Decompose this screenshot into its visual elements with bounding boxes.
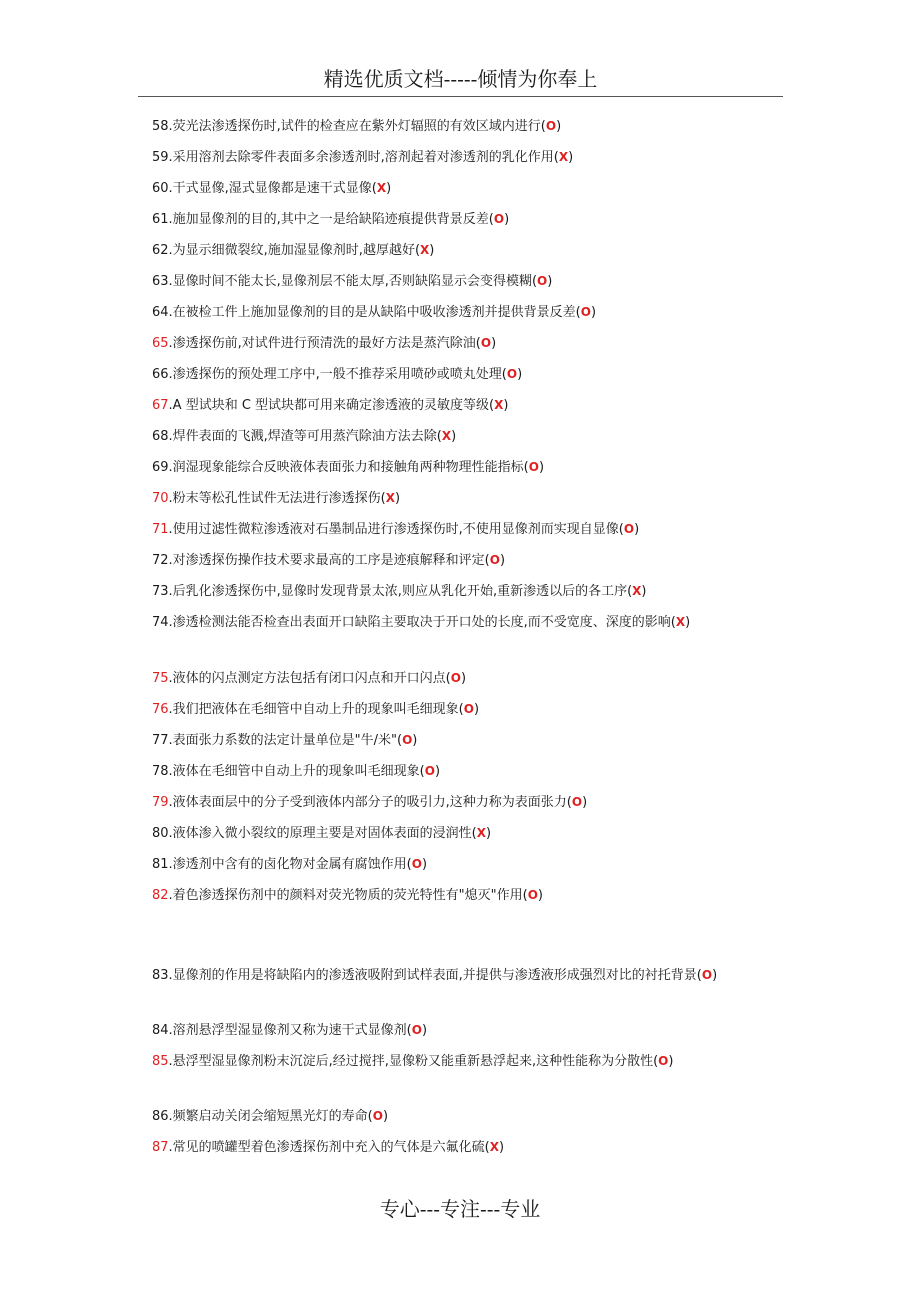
item-number: 84 <box>152 1023 169 1038</box>
answer-mark: O <box>411 1023 422 1037</box>
item-number: 86 <box>152 1109 169 1124</box>
list-item <box>152 175 762 202</box>
item-number: 60 <box>152 181 169 196</box>
item-number: 66 <box>152 367 169 382</box>
list-item <box>152 330 762 357</box>
item-number: 73 <box>152 584 169 599</box>
item-number: 81 <box>152 857 169 872</box>
answer-mark: O <box>545 119 557 133</box>
item-close: ) <box>460 671 467 686</box>
answer-mark: O <box>528 460 539 474</box>
item-number: 76 <box>152 702 169 717</box>
answer-mark: O <box>506 367 518 381</box>
item-text: .在被检工件上施加显像剂的目的是从缺陷中吸收渗透剂并提供背景反差( <box>168 305 581 320</box>
item-number: 83 <box>152 968 169 983</box>
item-number: 78 <box>152 764 169 779</box>
item-text: .为显示细微裂纹,施加湿显像剂时,越厚越好( <box>168 243 421 258</box>
item-close: ) <box>590 305 597 320</box>
list-item <box>152 758 762 785</box>
item-close: ) <box>382 1109 389 1124</box>
item-number: 80 <box>152 826 169 841</box>
item-close: ) <box>556 119 562 134</box>
item-close: ) <box>641 584 647 599</box>
item-text: .后乳化渗透探伤中,显像时发现背景太浓,则应从乳化开始,重新渗透以后的各工序( <box>168 584 633 599</box>
item-text: .使用过滤性微粒渗透液对石墨制品进行渗透探伤时,不使用显像剂而实现自显像( <box>168 522 624 537</box>
item-close: ) <box>491 336 497 351</box>
item-number: 62 <box>152 243 169 258</box>
item-number: 69 <box>152 460 169 475</box>
item-text: .常见的喷罐型着色渗透探伤剂中充入的气体是六氟化硫( <box>168 1140 490 1155</box>
item-close: ) <box>421 1023 428 1038</box>
list-item <box>152 882 572 909</box>
item-text: .悬浮型湿显像剂粉末沉淀后,经过搅拌,显像粉又能重新悬浮起来,这种性能称为分散性( <box>168 1054 659 1069</box>
list-item <box>152 361 762 388</box>
item-text: .A 型试块和 C 型试块都可用来确定渗透液的灵敏度等级( <box>168 398 495 413</box>
answer-mark: X <box>489 1140 500 1154</box>
item-number: 59 <box>152 150 169 165</box>
answer-mark: X <box>441 429 452 443</box>
list-item <box>152 727 762 754</box>
answer-mark: X <box>385 491 396 505</box>
item-text: .液体在毛细管中自动上升的现象叫毛细现象( <box>168 764 425 779</box>
list-item <box>152 516 762 543</box>
answer-mark: X <box>494 398 504 412</box>
answer-mark: O <box>701 968 713 982</box>
item-close: ) <box>499 1140 505 1155</box>
item-close: ) <box>547 274 553 289</box>
item-text: .渗透剂中含有的卤化物对金属有腐蚀作用( <box>168 857 412 872</box>
list-item <box>152 1134 762 1161</box>
list-item <box>152 454 762 481</box>
item-close: ) <box>503 398 509 413</box>
item-text: .液体的闪点测定方法包括有闭口闪点和开口闪点( <box>168 671 451 686</box>
answer-mark: X <box>376 181 387 195</box>
item-text: .粉末等松孔性试件无法进行渗透探伤( <box>168 491 386 506</box>
item-text: .渗透探伤前,对试件进行预清洗的最好方法是蒸汽除油( <box>168 336 481 351</box>
list-item <box>152 423 762 450</box>
answer-mark: O <box>450 671 461 685</box>
list-item <box>152 578 762 605</box>
item-number: 61 <box>152 212 169 227</box>
item-close: ) <box>517 367 523 382</box>
item-close: ) <box>712 968 718 983</box>
item-close: ) <box>395 491 401 506</box>
item-close: ) <box>434 764 441 779</box>
answer-mark: O <box>424 764 435 778</box>
list-item <box>152 696 762 723</box>
page-header: 精选优质文档-----倾情为你奉上 <box>138 66 783 97</box>
answer-mark: O <box>658 1054 669 1068</box>
item-close: ) <box>538 460 545 475</box>
list-item <box>152 299 762 326</box>
list-item <box>152 665 762 692</box>
item-close: ) <box>634 522 640 537</box>
item-text: .显像剂的作用是将缺陷内的渗透液吸附到试样表面,并提供与渗透液形成强烈对比的衬托背景( <box>168 968 702 983</box>
item-number: 74 <box>152 615 169 630</box>
answer-mark: O <box>493 212 505 226</box>
item-close: ) <box>412 733 418 748</box>
item-number: 58 <box>152 119 169 134</box>
item-close: ) <box>473 702 480 717</box>
answer-mark: O <box>480 336 492 350</box>
item-number: 63 <box>152 274 169 289</box>
item-close: ) <box>451 429 457 444</box>
item-text: .采用溶剂去除零件表面多余渗透剂时,溶剂起着对渗透剂的乳化作用( <box>168 150 559 165</box>
item-text: .着色渗透探伤剂中的颜料对荧光物质的荧光特性有"熄灭"作用( <box>168 888 528 903</box>
item-close: ) <box>582 795 588 810</box>
item-number: 87 <box>152 1140 169 1155</box>
list-item <box>152 609 762 636</box>
list-item <box>152 113 762 140</box>
list-item <box>152 144 762 171</box>
item-close: ) <box>421 857 428 872</box>
item-close: ) <box>668 1054 674 1069</box>
list-item <box>152 1017 762 1044</box>
answer-mark: O <box>411 857 422 871</box>
answer-mark: O <box>537 274 548 288</box>
item-close: ) <box>386 181 392 196</box>
item-text: .液体渗入微小裂纹的原理主要是对固体表面的浸润性( <box>168 826 477 841</box>
list-item <box>152 547 762 574</box>
list-item <box>152 268 762 295</box>
answer-mark: O <box>527 888 538 902</box>
item-number: 72 <box>152 553 169 568</box>
item-close: ) <box>486 826 492 841</box>
item-close: ) <box>537 888 543 903</box>
answer-mark: X <box>476 826 487 840</box>
item-number: 64 <box>152 305 169 320</box>
answer-mark: O <box>580 305 591 319</box>
list-item <box>152 789 762 816</box>
list-item <box>152 392 762 419</box>
answer-mark: O <box>372 1109 383 1123</box>
item-text: .溶剂悬浮型湿显像剂又称为速干式显像剂( <box>168 1023 412 1038</box>
answer-mark: O <box>402 733 413 747</box>
answer-mark: O <box>571 795 583 809</box>
list-item <box>152 206 762 233</box>
list-item <box>152 962 762 989</box>
item-text: .渗透检测法能否检查出表面开口缺陷主要取决于开口处的长度,而不受宽度、深度的影响( <box>168 615 676 630</box>
list-item <box>152 1103 762 1130</box>
item-close: ) <box>685 615 691 630</box>
list-item <box>152 820 762 847</box>
item-text: .干式显像,湿式显像都是速干式显像( <box>168 181 377 196</box>
item-number: 68 <box>152 429 169 444</box>
item-text: .施加显像剂的目的,其中之一是给缺陷迹痕提供背景反差( <box>168 212 494 227</box>
answer-mark: X <box>558 150 569 164</box>
answer-mark: X <box>675 615 686 629</box>
item-text: .液体表面层中的分子受到液体内部分子的吸引力,这种力称为表面张力( <box>168 795 572 810</box>
item-text: .我们把液体在毛细管中自动上升的现象叫毛细现象( <box>168 702 464 717</box>
item-close: ) <box>429 243 435 258</box>
item-number: 79 <box>152 795 169 810</box>
list-item <box>152 851 762 878</box>
item-text: .焊件表面的飞溅,焊渣等可用蒸汽除油方法去除( <box>168 429 442 444</box>
item-text: .润湿现象能综合反映液体表面张力和接触角两种物理性能指标( <box>168 460 529 475</box>
list-item <box>152 237 762 264</box>
answer-mark: X <box>420 243 430 257</box>
item-text: .荧光法渗透探伤时,试件的检查应在紫外灯辐照的有效区域内进行( <box>168 119 546 134</box>
item-close: ) <box>499 553 506 568</box>
item-number: 70 <box>152 491 169 506</box>
item-text: .表面张力系数的法定计量单位是"牛/米"( <box>168 733 403 748</box>
item-close: ) <box>568 150 574 165</box>
item-number: 85 <box>152 1054 169 1069</box>
item-number: 75 <box>152 671 169 686</box>
page-footer: 专心---专注---专业 <box>379 1197 541 1221</box>
list-item <box>152 1048 762 1075</box>
item-text: .渗透探伤的预处理工序中,一般不推荐采用喷砂或喷丸处理( <box>168 367 507 382</box>
item-number: 77 <box>152 733 169 748</box>
item-text: .显像时间不能太长,显像剂层不能太厚,否则缺陷显示会变得模糊( <box>168 274 538 289</box>
item-close: ) <box>504 212 510 227</box>
item-number: 67 <box>152 398 169 413</box>
item-number: 71 <box>152 522 169 537</box>
item-number: 82 <box>152 888 169 903</box>
item-number: 65 <box>152 336 169 351</box>
answer-mark: O <box>623 522 635 536</box>
answer-mark: X <box>632 584 642 598</box>
list-item <box>152 485 762 512</box>
item-text: .频繁启动关闭会缩短黑光灯的寿命( <box>168 1109 373 1124</box>
answer-mark: O <box>463 702 474 716</box>
item-text: .对渗透探伤操作技术要求最高的工序是迹痕解释和评定( <box>168 553 490 568</box>
answer-mark: O <box>489 553 500 567</box>
